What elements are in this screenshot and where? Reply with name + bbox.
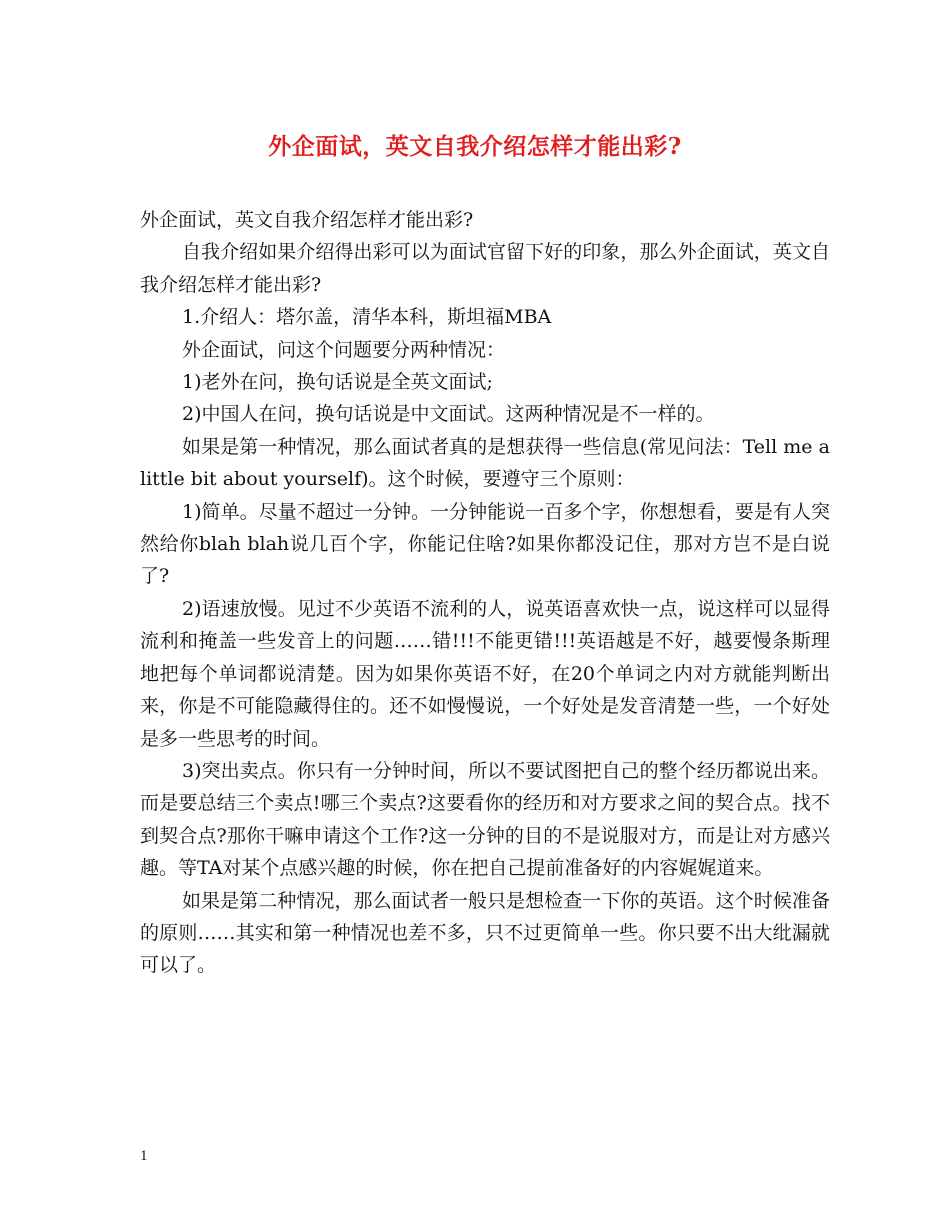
- document-body: [140, 204, 830, 982]
- paragraph: 如果是第一种情况，那么面试者真的是想获得一些信息(常见问法：Tell me a little bit about yourself)。这个时候，要遵守三个原则：: [140, 435, 830, 491]
- document-title: 外企面试，英文自我介绍怎样才能出彩?: [268, 133, 682, 160]
- paragraph: 2)语速放慢。见过不少英语不流利的人，说英语喜欢快一点，说这样可以显得流利和掩盖一些发音上的问题……错!!!不能更错!!!英语越是不好，越要慢条斯理地把每个单词都说清楚。因为如果你英语不好，在20个单词之内对方就能判断出来，你是不可能隐藏得住的。还不如慢慢说，一个好处是发音清楚一些，一个好处是多一些思考的时间。: [140, 597, 830, 750]
- paragraph: 3)突出卖点。你只有一分钟时间，所以不要试图把自己的整个经历都说出来。而是要总结三个卖点!哪三个卖点?这要看你的经历和对方要求之间的契合点。找不到契合点?那你干嘛申请这个工作?这一分钟的目的不是说服对方，而是让对方感兴趣。等TA对某个点感兴趣的时候，你在把自己提前准备好的内容娓娓道来。: [140, 759, 830, 880]
- paragraph: 外企面试，英文自我介绍怎样才能出彩?: [140, 209, 474, 231]
- paragraph: 外企面试，问这个问题要分两种情况：: [182, 338, 506, 361]
- paragraph: 1)老外在问，换句话说是全英文面试;: [182, 371, 493, 394]
- paragraph: 2)中国人在问，换句话说是中文面试。这两种情况是不一样的。: [182, 403, 715, 426]
- paragraph: 自我介绍如果介绍得出彩可以为面试官留下好的印象，那么外企面试，英文自我介绍怎样才能出彩?: [140, 241, 830, 296]
- paragraph: 如果是第二种情况，那么面试者一般只是想检查一下你的英语。这个时候准备的原则……其实和第一种情况也差不多，只不过更简单一些。你只要不出大纰漏就可以了。: [140, 889, 830, 977]
- page-number: 1: [140, 1148, 148, 1164]
- paragraph: 1.介绍人：塔尔盖，清华本科，斯坦福MBA: [182, 306, 552, 329]
- paragraph: 1)简单。尽量不超过一分钟。一分钟能说一百多个字，你想想看，要是有人突然给你blah blah说几百个字，你能记住啥?如果你都没记住，那对方岂不是白说了?: [140, 500, 830, 588]
